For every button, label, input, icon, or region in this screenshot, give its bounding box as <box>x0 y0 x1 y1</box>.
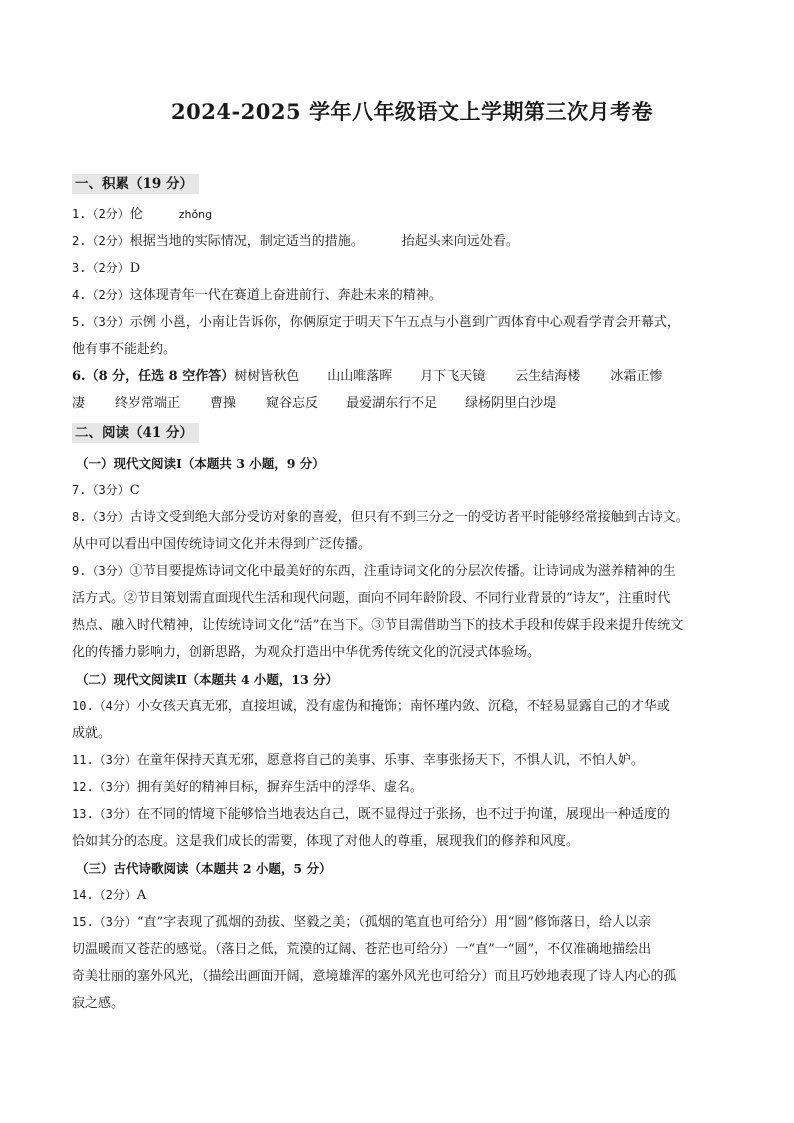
answer-text: 古诗文受到绝大部分受访对象的喜爱，但只有不到三分之一的受访者平时能够经常接触到古诗文。 <box>129 510 689 525</box>
question-number: 3.（2分） <box>72 261 130 275</box>
question-number: 13.（3分） <box>72 807 137 821</box>
answer-q4 <box>72 287 732 304</box>
answer-q5-line1 <box>72 314 732 331</box>
question-number: 1.（2分） <box>72 207 130 221</box>
answer-blank: 凄 <box>72 396 86 411</box>
section-header-accumulation: 一、积累（19 分） <box>72 174 199 194</box>
answer-blank: 树树皆秋色 <box>234 369 300 384</box>
answer-q15-line4: 寂之感。 <box>72 996 125 1011</box>
answer-q6-line1 <box>72 368 732 385</box>
answer-q15-line2: 切温暖而又苍茫的感觉。（落日之低，荒漠的辽阔、苍茫也可给分）一“直”一“圆”，不仅准确地描绘出 <box>72 942 652 957</box>
question-number: 11.（3分） <box>72 753 137 767</box>
subsection-header-modern-2: （二）现代文阅读Ⅱ（本题共 4 小题，13 分） <box>76 672 339 687</box>
answer-q1 <box>72 206 732 223</box>
answer-blank: 冰霜正惨 <box>610 369 663 384</box>
answer-q9-line1 <box>72 563 732 580</box>
answer-text: 这体现青年一代在赛道上奋进前行、奔赴未来的精神。 <box>129 288 442 303</box>
answer-text: 拥有美好的精神目标，摒弃生活中的浮华、虚名。 <box>136 780 423 795</box>
answer-blank: 山山唯落晖 <box>327 369 393 384</box>
answer-text: zhǒng <box>178 208 213 221</box>
subsection-header-modern-1: （一）现代文阅读Ⅰ（本题共 3 小题，9 分） <box>76 456 325 471</box>
answer-text: 在童年保持天真无邪，愿意将自己的美事、乐事、幸事张扬天下，不惧人讥，不怕人妒。 <box>136 753 644 768</box>
answer-q13-line2: 恰如其分的态度。这是我们成长的需要，体现了对他人的尊重，展现我们的修养和风度。 <box>72 834 580 849</box>
answer-blank: 曹操 <box>210 396 237 411</box>
answer-blank: 最爱湖东行不足 <box>346 396 438 411</box>
question-number: 8.（3分） <box>72 510 130 524</box>
answer-q8-line2: 从中可以看出中国传统诗词文化并未得到广泛传播。 <box>72 537 372 552</box>
subsection-header-poetry: （三）古代诗歌阅读（本题共 2 小题，5 分） <box>76 861 332 876</box>
question-number: 6.（8 分，任选 8 空作答） <box>72 369 235 384</box>
question-number: 2.（2分） <box>72 234 130 248</box>
answer-text: 抬起头来向远处看。 <box>401 234 519 249</box>
answer-q14 <box>72 887 732 904</box>
answer-blank: 窥谷忘反 <box>266 396 319 411</box>
answer-q9-line4: 化的传播力影响力，创新思路，为观众打造出中华优秀传统文化的沉浸式体验场。 <box>72 645 541 660</box>
question-number: 4.（2分） <box>72 288 130 302</box>
question-number: 12.（3分） <box>72 780 137 794</box>
answer-text: C <box>129 483 140 498</box>
answer-text: A <box>136 888 147 903</box>
answer-q13-line1 <box>72 806 732 823</box>
answer-text: 小女孩天真无邪，直接坦诚，没有虚伪和掩饰；南怀瑾内敛、沉稳，不轻易显露自己的才华或 <box>136 699 670 714</box>
answer-q5-line2: 他有事不能赴约。 <box>72 342 177 357</box>
section-header-reading: 二、阅读（41 分） <box>72 423 199 443</box>
answer-q10-line1 <box>72 698 732 715</box>
answer-q9-line3: 热点、融入时代精神，让传统诗词文化“活”在当下。③节目需借助当下的技术手段和传媒手段来提升传统文 <box>72 618 684 633</box>
answer-q10-line2: 成就。 <box>72 726 112 741</box>
page-title: 2024-2025 学年八年级语文上学期第三次月考卷 <box>171 99 653 124</box>
answer-text: D <box>129 261 141 276</box>
answer-text: 示例 小邕，小南让告诉你，你俩原定于明天下午五点与小邕到广西体育中心观看学青会开幕式， <box>129 315 680 330</box>
question-number: 15.（3分） <box>72 915 137 929</box>
answer-q9-line2: 活方式。②节目策划需直面现代生活和现代问题，面向不同年龄阶段、不同行业背景的“诗友”，注重时代 <box>72 591 671 606</box>
answer-q12 <box>72 779 732 796</box>
answer-q6-line2 <box>72 395 732 412</box>
question-number: 9.（3分） <box>72 564 130 578</box>
answer-q11 <box>72 752 732 769</box>
answer-q15-line3: 奇美壮丽的塞外风光，（描绘出画面开阔，意境雄浑的塞外风光也可给分）而且巧妙地表现了诗人内心的孤 <box>72 969 677 984</box>
answer-text: 根据当地的实际情况，制定适当的措施。 <box>129 234 364 249</box>
question-number: 7.（3分） <box>72 483 130 497</box>
answer-text: “直”字表现了孤烟的劲拔、坚毅之美；（孤烟的笔直也可给分）用“圆”修饰落日，给人以亲 <box>136 915 651 930</box>
answer-q15-line1 <box>72 914 732 931</box>
answer-blank: 云生结海楼 <box>515 369 581 384</box>
answer-q3 <box>72 260 732 277</box>
answer-q8-line1 <box>72 509 732 526</box>
question-number: 10.（4分） <box>72 699 137 713</box>
answer-text: ①节目要提炼诗词文化中最美好的东西，注重诗词文化的分层次传播。让诗词成为滋养精神的生 <box>129 564 676 579</box>
answer-blank: 终岁常端正 <box>115 396 181 411</box>
answer-blank: 绿杨阴里白沙堤 <box>465 396 557 411</box>
answer-q2 <box>72 233 732 250</box>
answer-text: 在不同的情境下能够恰当地表达自己，既不显得过于张扬，也不过于拘谨，展现出一种适度的 <box>136 807 670 822</box>
answer-text: 伦 <box>129 207 143 222</box>
question-number: 5.（3分） <box>72 315 130 329</box>
answer-blank: 月下飞天镜 <box>420 369 486 384</box>
question-number: 14.（2分） <box>72 888 137 902</box>
answer-q7 <box>72 482 732 499</box>
